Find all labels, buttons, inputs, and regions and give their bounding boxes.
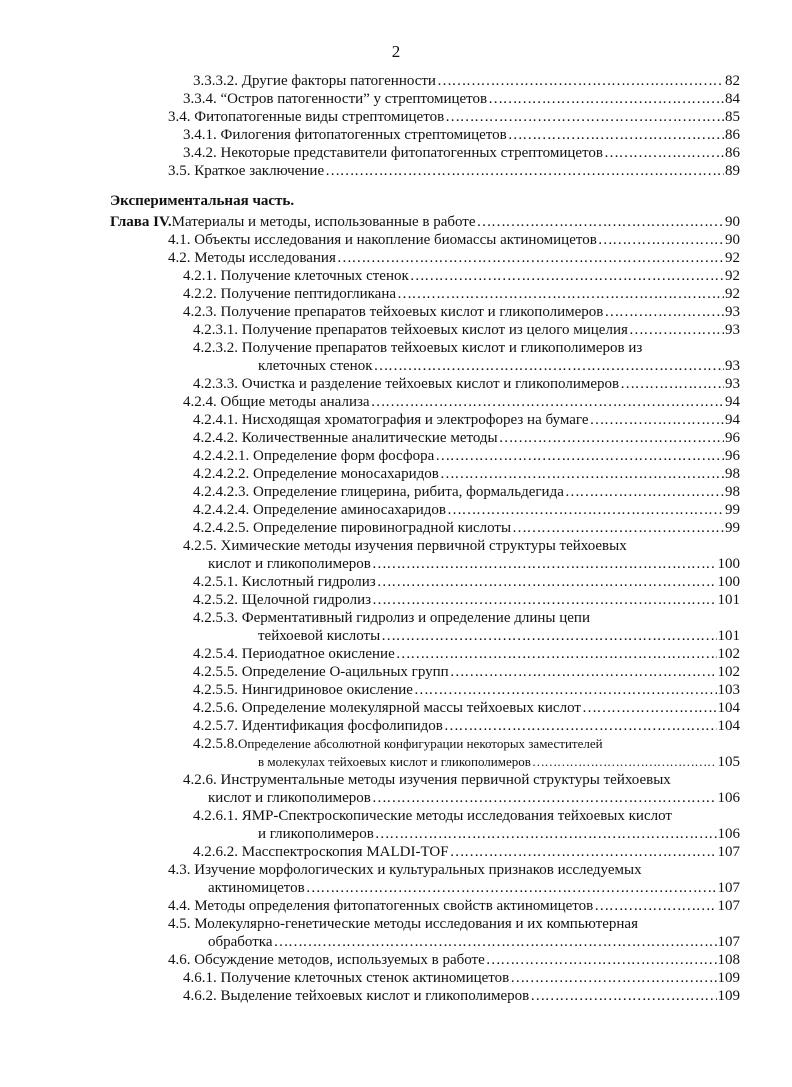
toc-entry-title-continued: актиномицетов (208, 880, 305, 896)
toc-page-number: 109 (717, 970, 740, 986)
toc-entry-title-continued: кислот и гликополимеров (208, 556, 371, 572)
dot-leader (377, 573, 717, 591)
toc-entry (168, 897, 740, 915)
toc-entry-title: 4.2.2. Получение пептидогликана (183, 286, 397, 302)
toc-entry-title: 3.4.1. Филогения фитопатогенных стрептомицетов (183, 127, 507, 143)
toc-page-number: 93 (725, 376, 740, 392)
toc-entry-continuation (208, 933, 740, 951)
toc-entry-title: 4.2.5. Химические методы изучения первичной структуры тейхоевых (183, 538, 627, 554)
toc-entry (183, 537, 627, 555)
dot-leader (604, 144, 724, 162)
toc-page-number: 106 (717, 826, 740, 842)
dot-leader (629, 321, 724, 339)
toc-entry-title: 4.2.5.3. Ферментативный гидролиз и определение длины цепи (193, 610, 590, 626)
dot-leader (372, 789, 717, 807)
toc-page-number: 89 (725, 163, 740, 179)
dot-leader (375, 825, 717, 843)
toc-entry-title: 4.2.3. Получение препаратов тейхоевых кислот и гликополимеров (183, 304, 604, 320)
toc-entry-title: 4.2.5.4. Периодатное окисление (193, 646, 395, 662)
toc-entry-title: 4.2.6.2. Масспектроскопия MALDI-TOF (193, 844, 449, 860)
dot-leader (274, 933, 717, 951)
toc-entry (168, 231, 740, 249)
toc-entry (183, 126, 740, 144)
dot-leader (435, 447, 724, 465)
toc-entry-title: 4.2.3.2. Получение препаратов тейхоевых кислот и гликополимеров из (193, 340, 643, 356)
toc-entry-title-continued: и гликополимеров (258, 826, 374, 842)
toc-entry-title: 4.2.4.2.1. Определение форм фосфора (193, 448, 435, 464)
toc-entry-title: 4.2.5.5. Определение O-ацильных групп (193, 664, 449, 680)
dot-leader (396, 645, 717, 663)
toc-entry (193, 609, 590, 627)
toc-entry (193, 735, 603, 753)
toc-entry-title: 4.2.4.2. Количественные аналитические методы (193, 430, 498, 446)
dot-leader (598, 231, 724, 249)
toc-page-number: 107 (717, 934, 740, 950)
dot-leader (397, 285, 724, 303)
toc-entry-title: 4.2.5.5. Нингидриновое окисление (193, 682, 413, 698)
toc-entry-title: 4.4. Методы определения фитопатогенных свойств актиномицетов (168, 898, 594, 914)
toc-entry-title: 4.2.5.6. Определение молекулярной массы тейхоевых кислот (193, 700, 581, 716)
toc-entry-title: 4.3. Изучение морфологических и культуральных признаков исследуемых (168, 862, 642, 878)
toc-entry-title-small: Определение абсолютной конфигурации некоторых заместителей (238, 736, 603, 751)
toc-entry-title: 4.1. Объекты исследования и накопление биомассы актиномицетов (168, 232, 597, 248)
toc-page-number: 92 (725, 286, 740, 302)
toc-entry-title: 4.2.6. Инструментальные методы изучения первичной структуры тейхоевых (183, 772, 671, 788)
toc-entry (168, 861, 642, 879)
toc-page-number: 94 (725, 412, 740, 428)
toc-entry (168, 915, 638, 933)
toc-entry (183, 144, 740, 162)
dot-leader (372, 591, 716, 609)
toc-entry-title: 4.2.5.1. Кислотный гидролиз (193, 574, 376, 590)
toc-entry-title: 4.2.4. Общие методы анализа (183, 394, 370, 410)
toc-entry-title: 4.2.5.2. Щелочной гидролиз (193, 592, 372, 608)
toc-page-number: 84 (725, 91, 740, 107)
toc-page-number: 104 (717, 700, 740, 716)
dot-leader (530, 987, 716, 1005)
toc-page-number: 96 (725, 448, 740, 464)
dot-leader (410, 267, 724, 285)
toc-entry (193, 591, 740, 609)
toc-page-number: 99 (725, 520, 740, 536)
toc-entry (183, 285, 740, 303)
toc-entry-title: 3.3.3.2. Другие факторы патогенности (193, 73, 436, 89)
toc-page-number: 90 (725, 214, 740, 230)
toc-page-number: 90 (725, 232, 740, 248)
toc-page-number: 101 (717, 592, 740, 608)
dot-leader (532, 753, 717, 771)
toc-page-number: 105 (717, 754, 740, 770)
dot-leader (447, 501, 724, 519)
dot-leader (477, 213, 724, 231)
toc-entry-title: 4.2. Методы исследования (168, 250, 336, 266)
toc-page-number: 106 (717, 790, 740, 806)
toc-entry-title: 4.2.6.1. ЯМР-Спектроскопические методы исследования тейхоевых кислот (193, 808, 672, 824)
dot-leader (488, 90, 724, 108)
toc-entry (193, 663, 740, 681)
toc-entry (168, 108, 740, 126)
dot-leader (450, 663, 717, 681)
toc-entry-title: 4.2.5.7. Идентификация фосфолипидов (193, 718, 443, 734)
toc-entry-continuation (258, 357, 740, 375)
toc-entry (110, 213, 740, 231)
dot-leader (372, 555, 717, 573)
toc-entry-title: 4.2.4.1. Нисходящая хроматография и электрофорез на бумаге (193, 412, 589, 428)
toc-entry-title: 4.2.4.2.4. Определение аминосахаридов (193, 502, 446, 518)
toc-entry (193, 375, 740, 393)
toc-entry-continuation (258, 627, 740, 645)
toc-entry (193, 717, 740, 735)
toc-entry-title-continued: клеточных стенок (258, 358, 373, 374)
toc-entry (193, 321, 740, 339)
toc-page-number: 107 (717, 898, 740, 914)
toc-page-number: 82 (725, 73, 740, 89)
toc-entry (183, 771, 671, 789)
toc-entry-title: 4.6. Обсуждение методов, используемых в работе (168, 952, 485, 968)
toc-page-number: 86 (725, 145, 740, 161)
toc-page-number: 100 (717, 556, 740, 572)
toc-entry (193, 573, 740, 591)
dot-leader (371, 393, 724, 411)
dot-leader (306, 879, 717, 897)
toc-entry-title: 4.2.5.8. (193, 736, 238, 752)
toc-page-number: 102 (717, 646, 740, 662)
toc-entry (193, 411, 740, 429)
toc-page-number: 107 (717, 880, 740, 896)
toc-entry-continuation (258, 825, 740, 843)
toc-entry (193, 447, 740, 465)
toc-entry (193, 501, 740, 519)
toc-entry-title-continued: в молекулах тейхоевых кислот и гликополимеров (258, 754, 531, 769)
toc-entry (168, 951, 740, 969)
toc-entry (183, 90, 740, 108)
page-number: 2 (391, 42, 401, 61)
experimental-heading: Экспериментальная часть. (110, 193, 295, 209)
toc-entry (193, 843, 740, 861)
toc-entry-title: 4.2.4.2.2. Определение моносахаридов (193, 466, 439, 482)
dot-leader (582, 699, 717, 717)
toc-page-number: 92 (725, 268, 740, 284)
toc-entry (183, 987, 740, 1005)
dot-leader (337, 249, 724, 267)
toc-entry-title: 4.2.3.1. Получение препаратов тейхоевых кислот из целого мицелия (193, 322, 628, 338)
toc-page-number: 108 (717, 952, 740, 968)
toc-entry-title: 4.5. Молекулярно-генетические методы исследования и их компьютерная (168, 916, 638, 932)
toc-page-number: 98 (725, 484, 740, 500)
toc-entry-title: 3.4.2. Некоторые представители фитопатогенных стрептомицетов (183, 145, 603, 161)
toc-entry-title: 3.4. Фитопатогенные виды стрептомицетов (168, 109, 445, 125)
dot-leader (414, 681, 717, 699)
toc-page-number: 104 (717, 718, 740, 734)
dot-leader (437, 72, 724, 90)
dot-leader (565, 483, 724, 501)
dot-leader (510, 969, 716, 987)
toc-entry-continuation (208, 789, 740, 807)
toc-entry (168, 162, 740, 180)
toc-entry (193, 645, 740, 663)
dot-leader (440, 465, 724, 483)
toc-entry-continuation (258, 753, 740, 771)
dot-leader (486, 951, 717, 969)
toc-entry-continuation (208, 555, 740, 573)
toc-entry-title: 4.2.4.2.3. Определение глицерина, рибита, формальдегида (193, 484, 564, 500)
toc-entry (183, 267, 740, 285)
dot-leader (620, 375, 724, 393)
toc-page-number: 98 (725, 466, 740, 482)
dot-leader (512, 519, 724, 537)
toc-entry-title: 4.2.1. Получение клеточных стенок (183, 268, 409, 284)
toc-page-number: 92 (725, 250, 740, 266)
dot-leader (445, 108, 724, 126)
toc-entry (193, 519, 740, 537)
toc-page-number: 100 (717, 574, 740, 590)
dot-leader (499, 429, 724, 447)
toc-entry-title-continued: обработка (208, 934, 273, 950)
toc-entry-title: 4.2.4.2.5. Определение пировиноградной кислоты (193, 520, 512, 536)
toc-entry-title-continued: кислот и гликополимеров (208, 790, 371, 806)
toc-page-number: 86 (725, 127, 740, 143)
toc-page-number: 94 (725, 394, 740, 410)
dot-leader (508, 126, 724, 144)
toc-entry (168, 249, 740, 267)
toc-entry-title: Материалы и методы, использованные в работе (171, 214, 476, 230)
toc-page-number: 109 (717, 988, 740, 1004)
toc-entry (193, 699, 740, 717)
toc-page-number: 93 (725, 304, 740, 320)
chapter-label: Глава IV. (110, 214, 172, 230)
toc-page-number: 93 (725, 358, 740, 374)
dot-leader (590, 411, 724, 429)
toc-page-number: 99 (725, 502, 740, 518)
toc-entry (193, 429, 740, 447)
toc-entry-title: 4.6.2. Выделение тейхоевых кислот и гликополимеров (183, 988, 530, 1004)
toc-entry (193, 72, 740, 90)
toc-page-number: 103 (717, 682, 740, 698)
toc-page-number: 101 (717, 628, 740, 644)
dot-leader (374, 357, 725, 375)
toc-entry (183, 393, 740, 411)
dot-leader (444, 717, 717, 735)
toc-entry (193, 681, 740, 699)
toc-entry-title: 4.6.1. Получение клеточных стенок актиномицетов (183, 970, 510, 986)
toc-page-number: 93 (725, 322, 740, 338)
toc-entry (193, 807, 672, 825)
toc-page-number: 102 (717, 664, 740, 680)
toc-page-number: 96 (725, 430, 740, 446)
toc-entry (183, 303, 740, 321)
toc-entry-title: 3.5. Краткое заключение (168, 163, 325, 179)
toc-page-number: 85 (725, 109, 740, 125)
toc-entry (193, 483, 740, 501)
toc-entry (193, 465, 740, 483)
dot-leader (325, 162, 724, 180)
toc-entry-title: 4.2.3.3. Очистка и разделение тейхоевых кислот и гликополимеров (193, 376, 620, 392)
toc-entry-continuation (208, 879, 740, 897)
dot-leader (604, 303, 724, 321)
toc-entry-title-continued: тейхоевой кислоты (258, 628, 381, 644)
toc-entry-title: 3.3.4. “Остров патогенности” у стрептомицетов (183, 91, 488, 107)
dot-leader (594, 897, 716, 915)
toc-entry (183, 969, 740, 987)
toc-entry (193, 339, 642, 357)
toc-page-number: 107 (717, 844, 740, 860)
dot-leader (450, 843, 717, 861)
dot-leader (381, 627, 716, 645)
